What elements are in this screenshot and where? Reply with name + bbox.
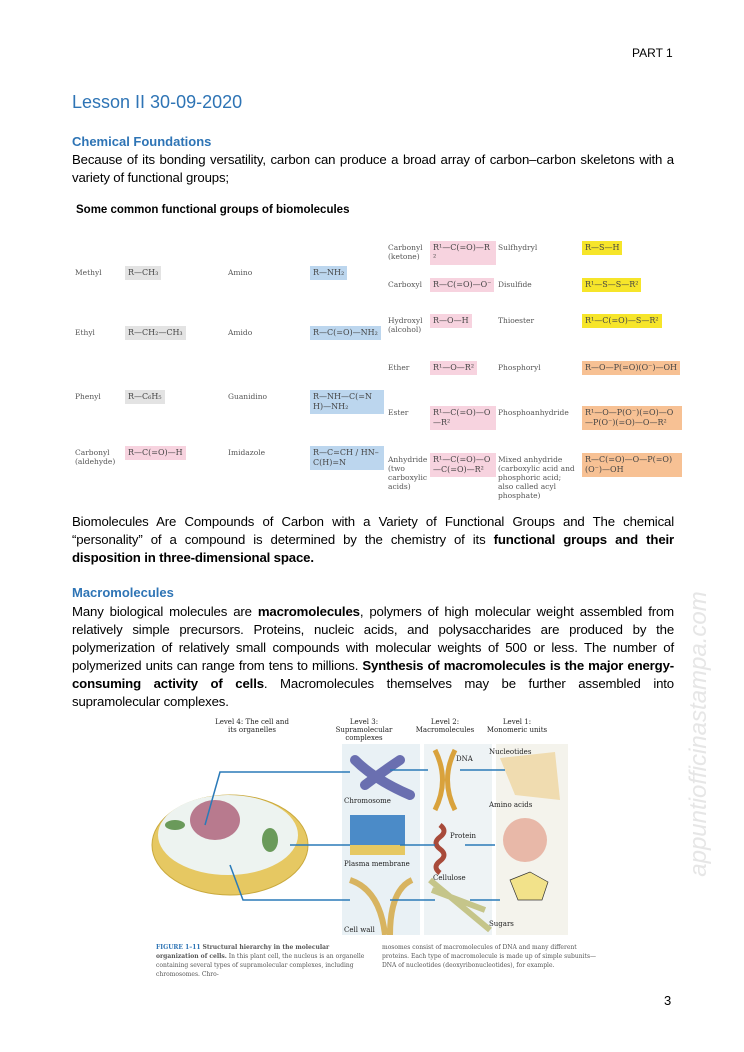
functional-group-name: Phenyl xyxy=(75,392,101,401)
functional-group-name: Anhydride (two carboxylic acids) xyxy=(388,455,428,491)
page-number: 3 xyxy=(664,993,672,1008)
functional-group-formula: R—O—P(=O)(O⁻)—OH xyxy=(582,361,680,375)
functional-group-formula: R—NH—C(=NH)—NH₂ xyxy=(310,390,384,414)
chloroplast-icon xyxy=(165,820,185,830)
text: Biomolecules Are Compounds of Carbon with a Variety of Functional Groups and The chemical “personality” of a compound is determined by the chemistry of its xyxy=(72,514,674,547)
level-2-label: Level 2: Macromolecules xyxy=(415,718,475,734)
functional-group-name: Ether xyxy=(388,363,410,372)
functional-group-name: Guanidino xyxy=(228,392,268,401)
functional-group-name: Carbonyl (ketone) xyxy=(388,243,423,261)
chloroplast-icon xyxy=(262,828,278,852)
functional-group-name: Carboxyl xyxy=(388,280,422,289)
functional-group-name: Carbonyl (aldehyde) xyxy=(75,448,116,466)
bold-text: functional groups and their disposition in three-dimensional space. xyxy=(72,532,674,565)
lesson-title: Lesson II 30-09-2020 xyxy=(72,92,243,112)
label-dna: DNA xyxy=(456,755,473,763)
text: . Macromolecules themselves may be further assembled into supramolecular complexes. xyxy=(72,676,674,709)
label-sugars: Sugars xyxy=(489,920,514,928)
functional-group-name: Ester xyxy=(388,408,409,417)
caption-label: FIGURE 1–11 xyxy=(156,944,201,951)
functional-group-name: Methyl xyxy=(75,268,102,277)
functional-group-formula: R¹—C(=O)—S—R² xyxy=(582,314,662,328)
bold-text: Synthesis of macromolecules is the major energy-consuming activity of cells xyxy=(72,658,674,691)
part-header: PART 1 xyxy=(632,46,673,60)
watermark: appuntiofficinastampa.com xyxy=(684,591,712,877)
label-cell-wall: Cell wall xyxy=(344,926,375,934)
label-chromosome: Chromosome xyxy=(344,797,391,805)
functional-group-name: Disulfide xyxy=(498,280,532,289)
section-heading-chemical-foundations: Chemical Foundations xyxy=(72,134,212,149)
functional-group-formula: R—CH₃ xyxy=(125,266,161,280)
figure-caption-right: mosomes consist of macromolecules of DNA and many different proteins. Each type of macromolecule is made up of simple subunits—DNA of nucleotides (deoxyribonucleotides), for example. xyxy=(382,944,597,969)
functional-group-formula: R—C(=O)—O⁻ xyxy=(430,278,494,292)
functional-group-name: Mixed anhydride (carboxylic acid and phosphoric acid; also called acyl phosphate) xyxy=(498,455,575,500)
section-heading-macromolecules: Macromolecules xyxy=(72,585,174,600)
text: Many biological molecules are xyxy=(72,604,258,619)
nucleus-icon xyxy=(190,800,240,840)
label-amino-acids: Amino acids xyxy=(489,801,533,809)
functional-group-formula: R¹—O—P(O⁻)(=O)—O—P(O⁻)(=O)—O—R² xyxy=(582,406,682,430)
section-text-chemical-foundations: Because of its bonding versatility, carbon can produce a broad array of carbon–carbon skeletons with a variety of functional groups; xyxy=(72,152,674,185)
functional-group-formula: R—CH₂—CH₃ xyxy=(125,326,186,340)
amino-acid-icon xyxy=(503,818,547,862)
hierarchy-illustration xyxy=(150,740,570,935)
functional-group-name: Phosphoryl xyxy=(498,363,541,372)
level-3-label: Level 3: Supramolecular complexes xyxy=(335,718,393,742)
paragraph-biomolecules xyxy=(72,513,674,567)
functional-group-name: Ethyl xyxy=(75,328,95,337)
figure-caption-left xyxy=(156,943,371,979)
functional-group-formula: R¹—O—R² xyxy=(430,361,477,375)
functional-group-formula: R—C(=O)—O—P(=O)(O⁻)—OH xyxy=(582,453,682,477)
functional-group-name: Sulfhydryl xyxy=(498,243,538,252)
functional-group-formula: R¹—C(=O)—O—C(=O)—R² xyxy=(430,453,496,477)
functional-group-name: Amino xyxy=(228,268,253,277)
functional-group-formula: R—C(=O)—NH₂ xyxy=(310,326,381,340)
bold-text: macromolecules xyxy=(257,604,360,619)
membrane-icon xyxy=(350,815,405,845)
label-plasma-membrane: Plasma membrane xyxy=(344,860,410,868)
functional-group-formula: R¹—S—S—R² xyxy=(582,278,641,292)
section-text-macromolecules xyxy=(72,603,674,711)
functional-group-formula: R—C(=O)—H xyxy=(125,446,186,460)
functional-group-formula: R—NH₂ xyxy=(310,266,347,280)
label-nucleotides: Nucleotides xyxy=(489,748,532,756)
functional-group-formula: R—C₆H₅ xyxy=(125,390,165,404)
level-4-label: Level 4: The cell and its organelles xyxy=(215,718,289,734)
functional-group-name: Imidazole xyxy=(228,448,266,457)
caption-bold: Structural hierarchy in the molecular organization of cells. xyxy=(156,944,330,960)
label-cellulose: Cellulose xyxy=(433,874,466,882)
functional-group-formula: R¹—C(=O)—R² xyxy=(430,241,496,265)
functional-group-name: Phosphoanhydride xyxy=(498,408,569,417)
functional-group-formula: R—S—H xyxy=(582,241,622,255)
functional-group-formula: R¹—C(=O)—O—R² xyxy=(430,406,496,430)
functional-group-formula: R—C=CH / HN–C(H)=N xyxy=(310,446,384,470)
level-1-label: Level 1: Monomeric units xyxy=(486,718,548,734)
label-protein: Protein xyxy=(450,832,476,840)
caption-text: In this plant cell, the nucleus is an organelle containing several types of supramolecular complexes, including chromosomes. Chro- xyxy=(156,953,365,978)
functional-group-formula: R—O—H xyxy=(430,314,472,328)
functional-group-name: Hydroxyl (alcohol) xyxy=(388,316,423,334)
functional-group-name: Amido xyxy=(228,328,253,337)
text: , polymers of high molecular weight assembled from relatively simple precursors. Proteins, nucleic acids, and polysaccharides are produced by the polymerization of relatively small compounds with molecular weights of 500 or less. The number of polymerized units can range from tens to millions. xyxy=(72,604,674,673)
functional-group-name: Thioester xyxy=(498,316,535,325)
functional-groups-title: Some common functional groups of biomolecules xyxy=(76,204,350,216)
